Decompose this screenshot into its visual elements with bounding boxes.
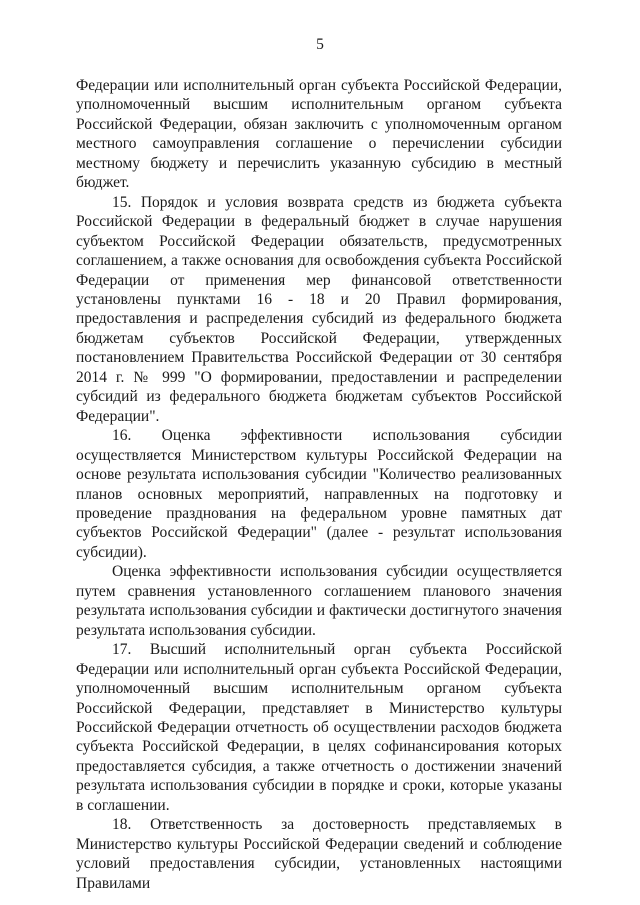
paragraph-continuation: Федерации или исполнительный орган субъекта Российской Федерации, уполномоченный высшим исполнительным органом субъекта Российской Федерации, обязан заключить с уполномоченным органом местного самоуправления соглашение о перечислении субсидии местному бюджету и перечислить указанную субсидию в местный бюджет. — [76, 77, 562, 192]
paragraph-item-18: 18. Ответственность за достоверность представляемых в Министерство культуры Российской Федерации сведений и соблюдение условий предоставления субсидии, установленных настоящими Правилами — [76, 816, 562, 892]
paragraph-item-15: 15. Порядок и условия возврата средств из бюджета субъекта Российской Федерации в федеральный бюджет в случае нарушения субъектом Российской Федерации обязательств, предусмотренных соглашением, а также основания для освобождения субъекта Российской Федерации от применения мер финансовой ответственности установлены пунктами 16 - 18 и 20 Правил формирования, предоставления и распределения субсидий из федерального бюджета бюджетам субъектов Российской Федерации, утвержденных постановлением Правительства Российской Федерации от 30 сентября 2014 г. № 999 "О формировании, предоставлении и распределении субсидий из федерального бюджета бюджетам субъектов Российской Федерации". — [76, 193, 562, 425]
document-body — [76, 76, 562, 893]
paragraph-item-17: 17. Высший исполнительный орган субъекта Российской Федерации или исполнительный орган субъекта Российской Федерации, уполномоченный высшим исполнительным органом субъекта Российской Федерации, представляет в Министерство культуры Российской Федерации отчетность об осуществлении расходов бюджета субъекта Российской Федерации, в целях софинансирования которых предоставляется субсидия, а также отчетность о достижении значений результата использования субсидии в порядке и сроки, которые указаны в соглашении. — [76, 641, 562, 814]
paragraph-evaluation: Оценка эффективности использования субсидии осуществляется путем сравнения установленного соглашением планового значения результата использования субсидии и фактически достигнутого значения результата использования субсидии. — [76, 563, 562, 639]
paragraph-item-16: 16. Оценка эффективности использования субсидии осуществляется Министерством культуры Российской Федерации на основе результата использования субсидии "Количество реализованных планов основных мероприятий, направленных на подготовку и проведение празднования на федеральном уровне памятных дат субъектов Российской Федерации" (далее - результат использования субсидии). — [76, 427, 562, 561]
page-number: 5 — [316, 36, 324, 53]
